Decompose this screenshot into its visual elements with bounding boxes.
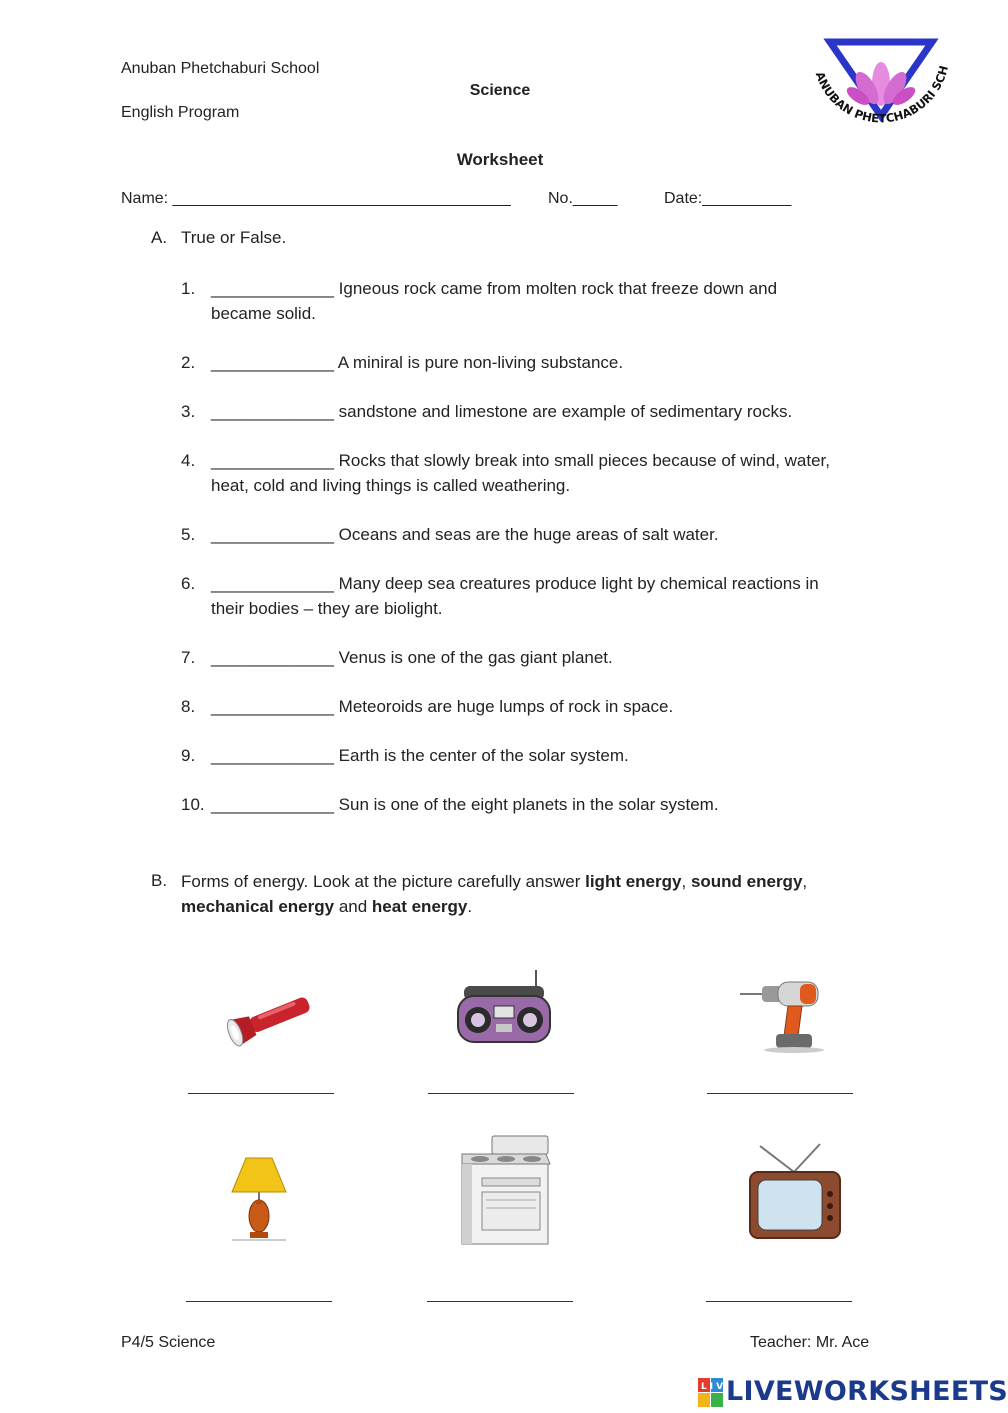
television-icon	[748, 1142, 842, 1242]
question-number: 2.	[181, 353, 196, 372]
section-b-marker: B.	[151, 871, 168, 890]
section-b-intro: Forms of energy. Look at the picture carefully answer	[181, 872, 581, 891]
question-text: sandstone and limestone are example of sedimentary rocks.	[338, 402, 793, 421]
teacher-name: Teacher: Mr. Ace	[750, 1334, 870, 1351]
answer-blank[interactable]: _____________	[211, 795, 334, 814]
question-text: Sun is one of the eight planets in the solar system.	[338, 795, 719, 814]
question-number: 6.	[181, 574, 196, 593]
school-name: Anuban Phetchaburi School	[121, 60, 320, 77]
answer-line-6[interactable]	[706, 1301, 852, 1302]
question-number: 7.	[181, 648, 196, 667]
answer-blank[interactable]: _____________	[211, 648, 334, 667]
period: .	[467, 897, 473, 916]
question-text: Igneous rock came from molten rock that freeze down and	[338, 279, 778, 298]
question-text: Meteoroids are huge lumps of rock in space.	[338, 697, 674, 716]
question-number: 8.	[181, 697, 196, 716]
number-field[interactable]: No._____	[548, 190, 618, 207]
logo-text: ANUBAN PHETCHABURI SCH	[812, 64, 951, 126]
answer-line-1[interactable]	[188, 1093, 334, 1094]
answer-blank[interactable]: _____________	[211, 451, 334, 470]
answer-blank[interactable]: _____________	[211, 746, 334, 765]
brand-logo-icon	[698, 1378, 736, 1408]
page-title: Worksheet	[456, 150, 544, 169]
answer-blank[interactable]: _____________	[211, 353, 334, 372]
question-item	[211, 694, 891, 719]
separator: ,	[681, 872, 687, 891]
answer-line-4[interactable]	[186, 1301, 332, 1302]
question-text-continued: their bodies – they are biolight.	[211, 599, 443, 618]
question-item	[211, 645, 891, 670]
school-logo	[800, 36, 960, 146]
question-number: 1.	[181, 279, 196, 298]
name-field[interactable]: Name: ______________________________________	[121, 190, 511, 207]
option-sound-energy: sound energy	[690, 872, 803, 891]
answer-blank[interactable]: _____________	[211, 574, 334, 593]
option-light-energy: light energy	[585, 872, 682, 891]
answer-line-2[interactable]	[428, 1093, 574, 1094]
question-number: 3.	[181, 402, 196, 421]
brand-name: LIVEWORKSHEETS	[726, 1376, 1008, 1407]
subject-heading: Science	[469, 82, 531, 99]
answer-blank[interactable]: _____________	[211, 697, 334, 716]
question-number: 5.	[181, 525, 196, 544]
option-mechanical-energy: mechanical energy	[181, 897, 335, 916]
flashlight-icon	[222, 980, 322, 1060]
question-item	[211, 743, 891, 768]
question-item	[211, 350, 891, 375]
section-a-marker: A.	[151, 228, 168, 247]
question-item	[211, 276, 891, 326]
lotus-icon	[844, 62, 918, 108]
lamp-icon	[228, 1156, 290, 1244]
question-number: 9.	[181, 746, 196, 765]
question-text: Venus is one of the gas giant planet.	[338, 648, 613, 667]
question-text: A miniral is pure non-living substance.	[337, 353, 624, 372]
program-name: English Program	[121, 104, 240, 121]
option-heat-energy: heat energy	[371, 897, 468, 916]
answer-blank[interactable]: _____________	[211, 525, 334, 544]
answer-blank[interactable]: _____________	[211, 279, 334, 298]
question-text: Rocks that slowly break into small pieces because of wind, water,	[338, 451, 830, 470]
question-text-continued: became solid.	[211, 304, 316, 323]
question-text: Many deep sea creatures produce light by chemical reactions in	[338, 574, 819, 593]
answer-blank[interactable]: _____________	[211, 402, 334, 421]
section-b-instructions	[181, 869, 881, 919]
question-item	[211, 571, 891, 621]
date-field[interactable]: Date:__________	[664, 190, 792, 207]
and-word: and	[338, 897, 368, 916]
stove-icon	[456, 1134, 552, 1248]
section-a-title: True or False.	[181, 228, 287, 247]
answer-line-5[interactable]	[427, 1301, 573, 1302]
liveworksheets-brand[interactable]	[698, 1376, 1008, 1410]
question-item	[211, 792, 891, 817]
question-number: 4.	[181, 451, 196, 470]
brand-live-letters: LIVE	[701, 1382, 736, 1392]
question-item	[211, 448, 891, 498]
question-text-continued: heat, cold and living things is called weathering.	[211, 476, 571, 495]
radio-icon	[452, 968, 556, 1048]
answer-line-3[interactable]	[707, 1093, 853, 1094]
drill-icon	[740, 972, 830, 1054]
question-item	[211, 399, 891, 424]
class-label: P4/5 Science	[121, 1334, 216, 1351]
separator: ,	[802, 872, 808, 891]
question-number: 10.	[181, 795, 205, 814]
question-text: Oceans and seas are the huge areas of salt water.	[338, 525, 719, 544]
question-text: Earth is the center of the solar system.	[338, 746, 629, 765]
question-item	[211, 522, 891, 547]
